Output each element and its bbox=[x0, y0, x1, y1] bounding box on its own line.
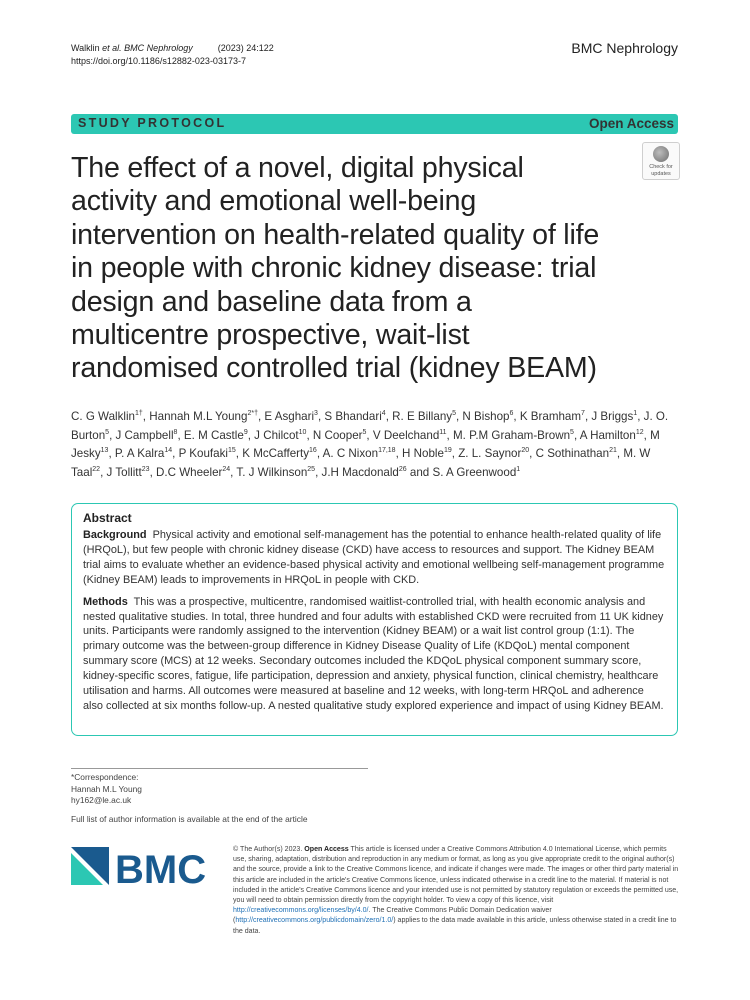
abstract-methods bbox=[83, 595, 666, 714]
author-name: M. P.M Graham-Brown bbox=[453, 428, 571, 442]
citation-author: Walklin bbox=[71, 43, 103, 53]
author-name: D.C Wheeler bbox=[156, 465, 223, 479]
author-affiliation: 12 bbox=[635, 428, 644, 436]
license-text-2: . The Creative Commons Public Domain Dedication waiver ( bbox=[233, 907, 552, 925]
abstract-box bbox=[71, 503, 678, 736]
author-affiliation: 1 bbox=[516, 465, 521, 473]
author[interactable] bbox=[373, 429, 447, 442]
author-affiliation: 23 bbox=[141, 465, 150, 473]
author[interactable] bbox=[71, 410, 143, 423]
author[interactable] bbox=[402, 447, 452, 460]
author-affiliation: 1† bbox=[135, 410, 143, 418]
author-name: T. J Wilkinson bbox=[236, 465, 308, 479]
license-text-3: ) applies to the data made available in this article, unless otherwise stated in a credit line to the data. bbox=[233, 917, 677, 935]
author[interactable] bbox=[107, 466, 150, 479]
author[interactable] bbox=[115, 447, 172, 460]
author-affiliation: 1 bbox=[633, 410, 638, 418]
author-affiliation: 11 bbox=[439, 428, 447, 436]
author-info-note: Full list of author information is available at the end of the article bbox=[71, 814, 308, 824]
author-name: J Campbell bbox=[115, 428, 174, 442]
author[interactable] bbox=[242, 447, 317, 460]
author-affiliation: 7 bbox=[581, 410, 585, 418]
author-name: P Koufaki bbox=[178, 447, 228, 461]
author-name: J.H Macdonald bbox=[321, 465, 399, 479]
author-affiliation: 5 bbox=[105, 428, 110, 436]
author-affiliation: 15 bbox=[227, 447, 236, 455]
author-list: C. G Walklin$^{1\dagger}$, Hannah M.L Young$^{2*\dagger}$, E Asghari$^3$, S Bhandari$^4$, R. E Billany$^5$, N Bishop$^6$, K Bramham$^7$, J Briggs$^1$, J. O. Burton$^5$, J Campbell$^8$, E. M Castle$^9$, J Chilcot$^{10}$, N Cooper$^5$, V Deelchand$^{11}$, M. P.M Graham-Brown$^5$, A Hamilton$^{12}$, M Jesky$^{13}$, P. A Kalra$^{14}$, P Koufaki$^{15}$, K McCafferty$^{16}$, A. C Nixon$^{17,18}$, H Noble$^{19}$, Z. L. Saynor$^{20}$, C Sothinathan$^{21}$, M. W Taal$^{22}$, J Tollitt$^{23}$, D.C Wheeler$^{24}$, T. J Wilkinson$^{25}$, J.H Macdonald$^{26}$ and S. A Greenwood$^1$ bbox=[71, 410, 669, 479]
author-name: V Deelchand bbox=[372, 428, 440, 442]
author-name: P. A Kalra bbox=[114, 447, 165, 461]
author[interactable] bbox=[591, 410, 637, 423]
open-access-bold: Open Access bbox=[304, 846, 349, 853]
author-affiliation: 13 bbox=[100, 447, 109, 455]
author-name: Hannah M.L Young bbox=[149, 410, 248, 423]
author-affiliation: 16 bbox=[309, 447, 317, 455]
footnote-divider bbox=[71, 768, 368, 769]
author-name: J Briggs bbox=[591, 410, 634, 423]
author[interactable] bbox=[520, 410, 585, 423]
author-affiliation: 8 bbox=[173, 428, 178, 436]
author[interactable] bbox=[184, 429, 248, 442]
author-name: M. W Taal bbox=[71, 447, 651, 479]
author-name: A Hamilton bbox=[579, 428, 636, 442]
citation bbox=[71, 42, 274, 55]
correspondence bbox=[71, 772, 142, 807]
author-affiliation: 22 bbox=[92, 465, 101, 473]
author-affiliation: 10 bbox=[298, 428, 307, 436]
author[interactable] bbox=[458, 447, 529, 460]
author-name: C. G Walklin bbox=[71, 410, 135, 423]
author-name: N Cooper bbox=[312, 428, 363, 442]
methods-label: Methods bbox=[83, 595, 128, 608]
license-text-1: This article is licensed under a Creative Commons Attribution 4.0 International License, which permits use, sharing, adaptation, distribution and reproduction in any medium or format, as long as you give appropriate credit to the original author(s) and the source, provide a link to the Creative Commons licence, and indicate if changes were made. The images or other third party material in this article are included in the article's Creative Commons licence, unless indicated otherwise in a credit line to the material. If material is not included in the article's Creative Commons licence and your intended use is not permitted by statutory regulation or exceeds the permitted use, you will need to obtain permission directly from the copyright holder. To view a copy of this licence, visit bbox=[233, 846, 679, 905]
author-affiliation: 9 bbox=[243, 428, 248, 436]
author[interactable] bbox=[322, 466, 407, 479]
abstract-heading: Abstract bbox=[83, 511, 132, 525]
article-title: The effect of a novel, digital physical activity and emotional well-being intervention on health-related quality of life in people with chronic kidney disease: trial design and baseline data from a multicentre prospective, wait-list randomised controlled trial (kidney BEAM) bbox=[71, 152, 600, 385]
author[interactable] bbox=[254, 429, 306, 442]
author[interactable] bbox=[453, 429, 574, 442]
author[interactable] bbox=[536, 447, 617, 460]
citation-volume: (2023) 24:122 bbox=[192, 43, 274, 53]
author-name: A. C Nixon bbox=[322, 447, 379, 461]
bmc-logo bbox=[71, 845, 211, 893]
methods-text: This was a prospective, multicentre, randomised waitlist-controlled trial, with health economic analysis and nested qualitative studies. In total, three hundred and four adults with established CKD were recruited from 11 UK kidney units. Participants were randomly assigned to the intervention (Kidney BEAM) or a wait list control group (1:1). The primary outcome was the between-group difference in Kidney Disease Quality of Life (KDQoL) mental component summary score (MCS) at 12 weeks. Secondary outcomes included the KDQoL physical component summary score, kidney-specific scores, fatigue, life participation, depression and anxiety, physical function, clinical chemistry, healthcare utilisation and harms. All outcomes were measured at baseline and 12 weeks, with long-term HRQoL and adherence also collected at six months follow-up. A nested qualitative study explored experience and impact of using Kidney BEAM. bbox=[83, 595, 664, 712]
author-affiliation: 14 bbox=[164, 447, 173, 455]
author-affiliation: 17,18 bbox=[378, 447, 396, 455]
author[interactable] bbox=[313, 429, 367, 442]
author-affiliation: 20 bbox=[521, 447, 530, 455]
cc0-link[interactable]: http://creativecommons.org/publicdomain/zero/1.0/ bbox=[235, 917, 394, 925]
author-affiliation: 5 bbox=[570, 428, 574, 436]
author-name: N Bishop bbox=[462, 410, 510, 423]
copyright: © The Author(s) 2023. bbox=[233, 846, 303, 853]
updates-label-line2: updates bbox=[651, 170, 671, 177]
author-affiliation: 25 bbox=[307, 465, 316, 473]
author-name: H Noble bbox=[402, 447, 444, 461]
author[interactable] bbox=[580, 429, 644, 442]
author-name: E Asghari bbox=[264, 410, 315, 423]
authors-and: and bbox=[409, 465, 430, 479]
correspondence-email[interactable]: hy162@le.ac.uk bbox=[71, 795, 132, 806]
author-affiliation: 4 bbox=[381, 410, 386, 418]
correspondence-name: Hannah M.L Young bbox=[71, 783, 142, 794]
journal-name: BMC Nephrology bbox=[571, 40, 678, 56]
check-for-updates-badge[interactable] bbox=[642, 142, 680, 180]
author-name: J Tollitt bbox=[106, 465, 142, 479]
running-header bbox=[71, 42, 274, 68]
author-name: J Chilcot bbox=[254, 428, 299, 442]
author-affiliation: 26 bbox=[398, 465, 407, 473]
background-text: Physical activity and emotional self-management has the potential to enhance health-related quality of life (HRQoL), but few people with chronic kidney disease (CKD) have access to resources and support. The Kidney BEAM trial aims to evaluate whether an evidence-based physical activity and emotional wellbeing self-management programme (Kidney BEAM) leads to improvements in HRQoL in people with CKD. bbox=[83, 529, 665, 586]
author[interactable] bbox=[264, 410, 318, 423]
author-name: J. O. Burton bbox=[71, 410, 669, 442]
updates-label bbox=[643, 164, 679, 177]
citation-etal: et al. BMC Nephrology bbox=[102, 43, 193, 53]
author-affiliation: 24 bbox=[222, 465, 231, 473]
author-affiliation: 19 bbox=[443, 447, 452, 455]
author[interactable] bbox=[156, 466, 230, 479]
article-type: STUDY PROTOCOL bbox=[78, 116, 227, 130]
abstract-background bbox=[83, 528, 666, 588]
author-affiliation: 5 bbox=[452, 410, 456, 418]
author[interactable] bbox=[116, 429, 178, 442]
author-name: K Bramham bbox=[519, 410, 582, 423]
cc-by-link[interactable]: http://creativecommons.org/licenses/by/4.0/ bbox=[233, 907, 369, 915]
background-label: Background bbox=[83, 529, 147, 541]
author-affiliation: 6 bbox=[509, 410, 514, 418]
bmc-logo-text: BMC bbox=[115, 848, 207, 892]
author-name: K McCafferty bbox=[242, 447, 310, 461]
author-name: M Jesky bbox=[71, 428, 660, 461]
updates-icon bbox=[653, 146, 669, 162]
open-access-label: Open Access bbox=[588, 116, 674, 131]
author[interactable] bbox=[462, 410, 513, 423]
correspondence-label: *Correspondence: bbox=[71, 772, 139, 782]
author[interactable] bbox=[149, 410, 258, 423]
author-affiliation: 21 bbox=[609, 447, 617, 455]
author-name: S. A Greenwood bbox=[432, 465, 517, 479]
author-name: S Bhandari bbox=[324, 410, 382, 423]
article-type-banner bbox=[71, 114, 678, 134]
updates-label-line1: Check for bbox=[649, 164, 673, 170]
author-affiliation: 2*† bbox=[247, 410, 258, 418]
author[interactable] bbox=[323, 447, 396, 460]
author-name: Z. L. Saynor bbox=[458, 447, 522, 461]
author-affiliation: 3 bbox=[314, 410, 318, 418]
author-name: E. M Castle bbox=[183, 428, 244, 442]
author[interactable] bbox=[392, 410, 456, 423]
author-affiliation: 5 bbox=[362, 428, 367, 436]
author-name: C Sothinathan bbox=[535, 447, 610, 461]
author[interactable] bbox=[179, 447, 236, 460]
license-statement bbox=[233, 845, 681, 937]
author[interactable] bbox=[324, 410, 385, 423]
author[interactable] bbox=[432, 466, 520, 479]
author[interactable] bbox=[236, 466, 315, 479]
author-name: R. E Billany bbox=[392, 410, 453, 423]
doi-link[interactable]: https://doi.org/10.1186/s12882-023-03173-7 bbox=[71, 56, 246, 66]
